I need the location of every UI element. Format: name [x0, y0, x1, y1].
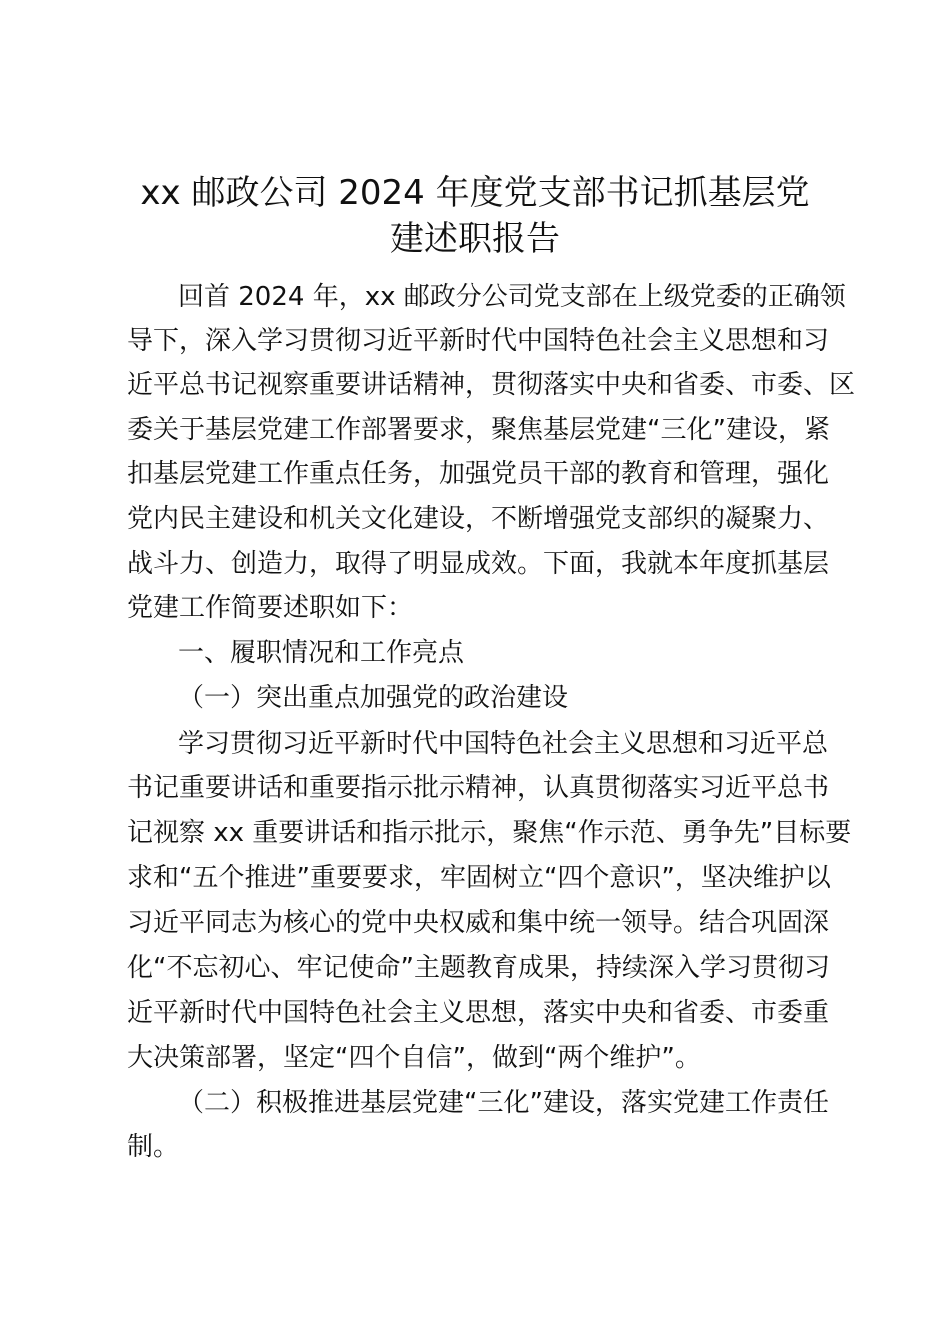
- body-line-15: 习近平同志为核心的党中央权威和集中统一领导。结合巩固深: [127, 908, 830, 938]
- body-line-12: 书记重要讲话和重要指示批示精神，认真贯彻落实习近平总书: [127, 773, 830, 803]
- body-line-14: 求和“五个推进”重要要求，牢固树立“四个意识”，坚决维护以: [127, 863, 831, 893]
- title-line-2: 建述职报告: [390, 219, 560, 259]
- body-line-13: 记视察 xx 重要讲话和指示批示，聚焦“作示范、勇争先”目标要: [127, 818, 852, 848]
- body-line-2: 导下，深入学习贯彻习近平新时代中国特色社会主义思想和习: [127, 326, 830, 356]
- document-title: [120, 170, 830, 262]
- body-line-20: 制。: [127, 1132, 180, 1162]
- body-line-4: 委关于基层党建工作部署要求，聚焦基层党建“三化”建设，紧: [127, 415, 830, 445]
- body-line-18: 大决策部署，坚定“四个自信”，做到“两个维护”。: [127, 1043, 701, 1073]
- body-line-7: 战斗力、创造力，取得了明显成效。下面，我就本年度抓基层: [127, 549, 830, 579]
- section-heading-1: 一、履职情况和工作亮点: [178, 638, 465, 668]
- body-line-16: 化“不忘初心、牢记使命”主题教育成果，持续深入学习贯彻习: [127, 953, 830, 983]
- body-line-6: 党内民主建设和机关文化建设，不断增强党支部织的凝聚力、: [127, 504, 830, 534]
- body-line-1: 回首 2024 年，xx 邮政分公司党支部在上级党委的正确领: [178, 282, 846, 312]
- subsection-heading-2: （二）积极推进基层党建“三化”建设，落实党建工作责任: [178, 1088, 829, 1118]
- subsection-heading-1: （一）突出重点加强党的政治建设: [178, 683, 569, 713]
- body-line-11: 学习贯彻习近平新时代中国特色社会主义思想和习近平总: [178, 729, 829, 759]
- body-line-5: 扣基层党建工作重点任务，加强党员干部的教育和管理，强化: [127, 459, 830, 489]
- body-line-8: 党建工作简要述职如下：: [127, 593, 414, 623]
- body-line-3: 近平总书记视察重要讲话精神，贯彻落实中央和省委、市委、区: [127, 370, 856, 400]
- body-line-17: 近平新时代中国特色社会主义思想，落实中央和省委、市委重: [127, 998, 830, 1028]
- title-line-1: xx 邮政公司 2024 年度党支部书记抓基层党: [140, 173, 810, 213]
